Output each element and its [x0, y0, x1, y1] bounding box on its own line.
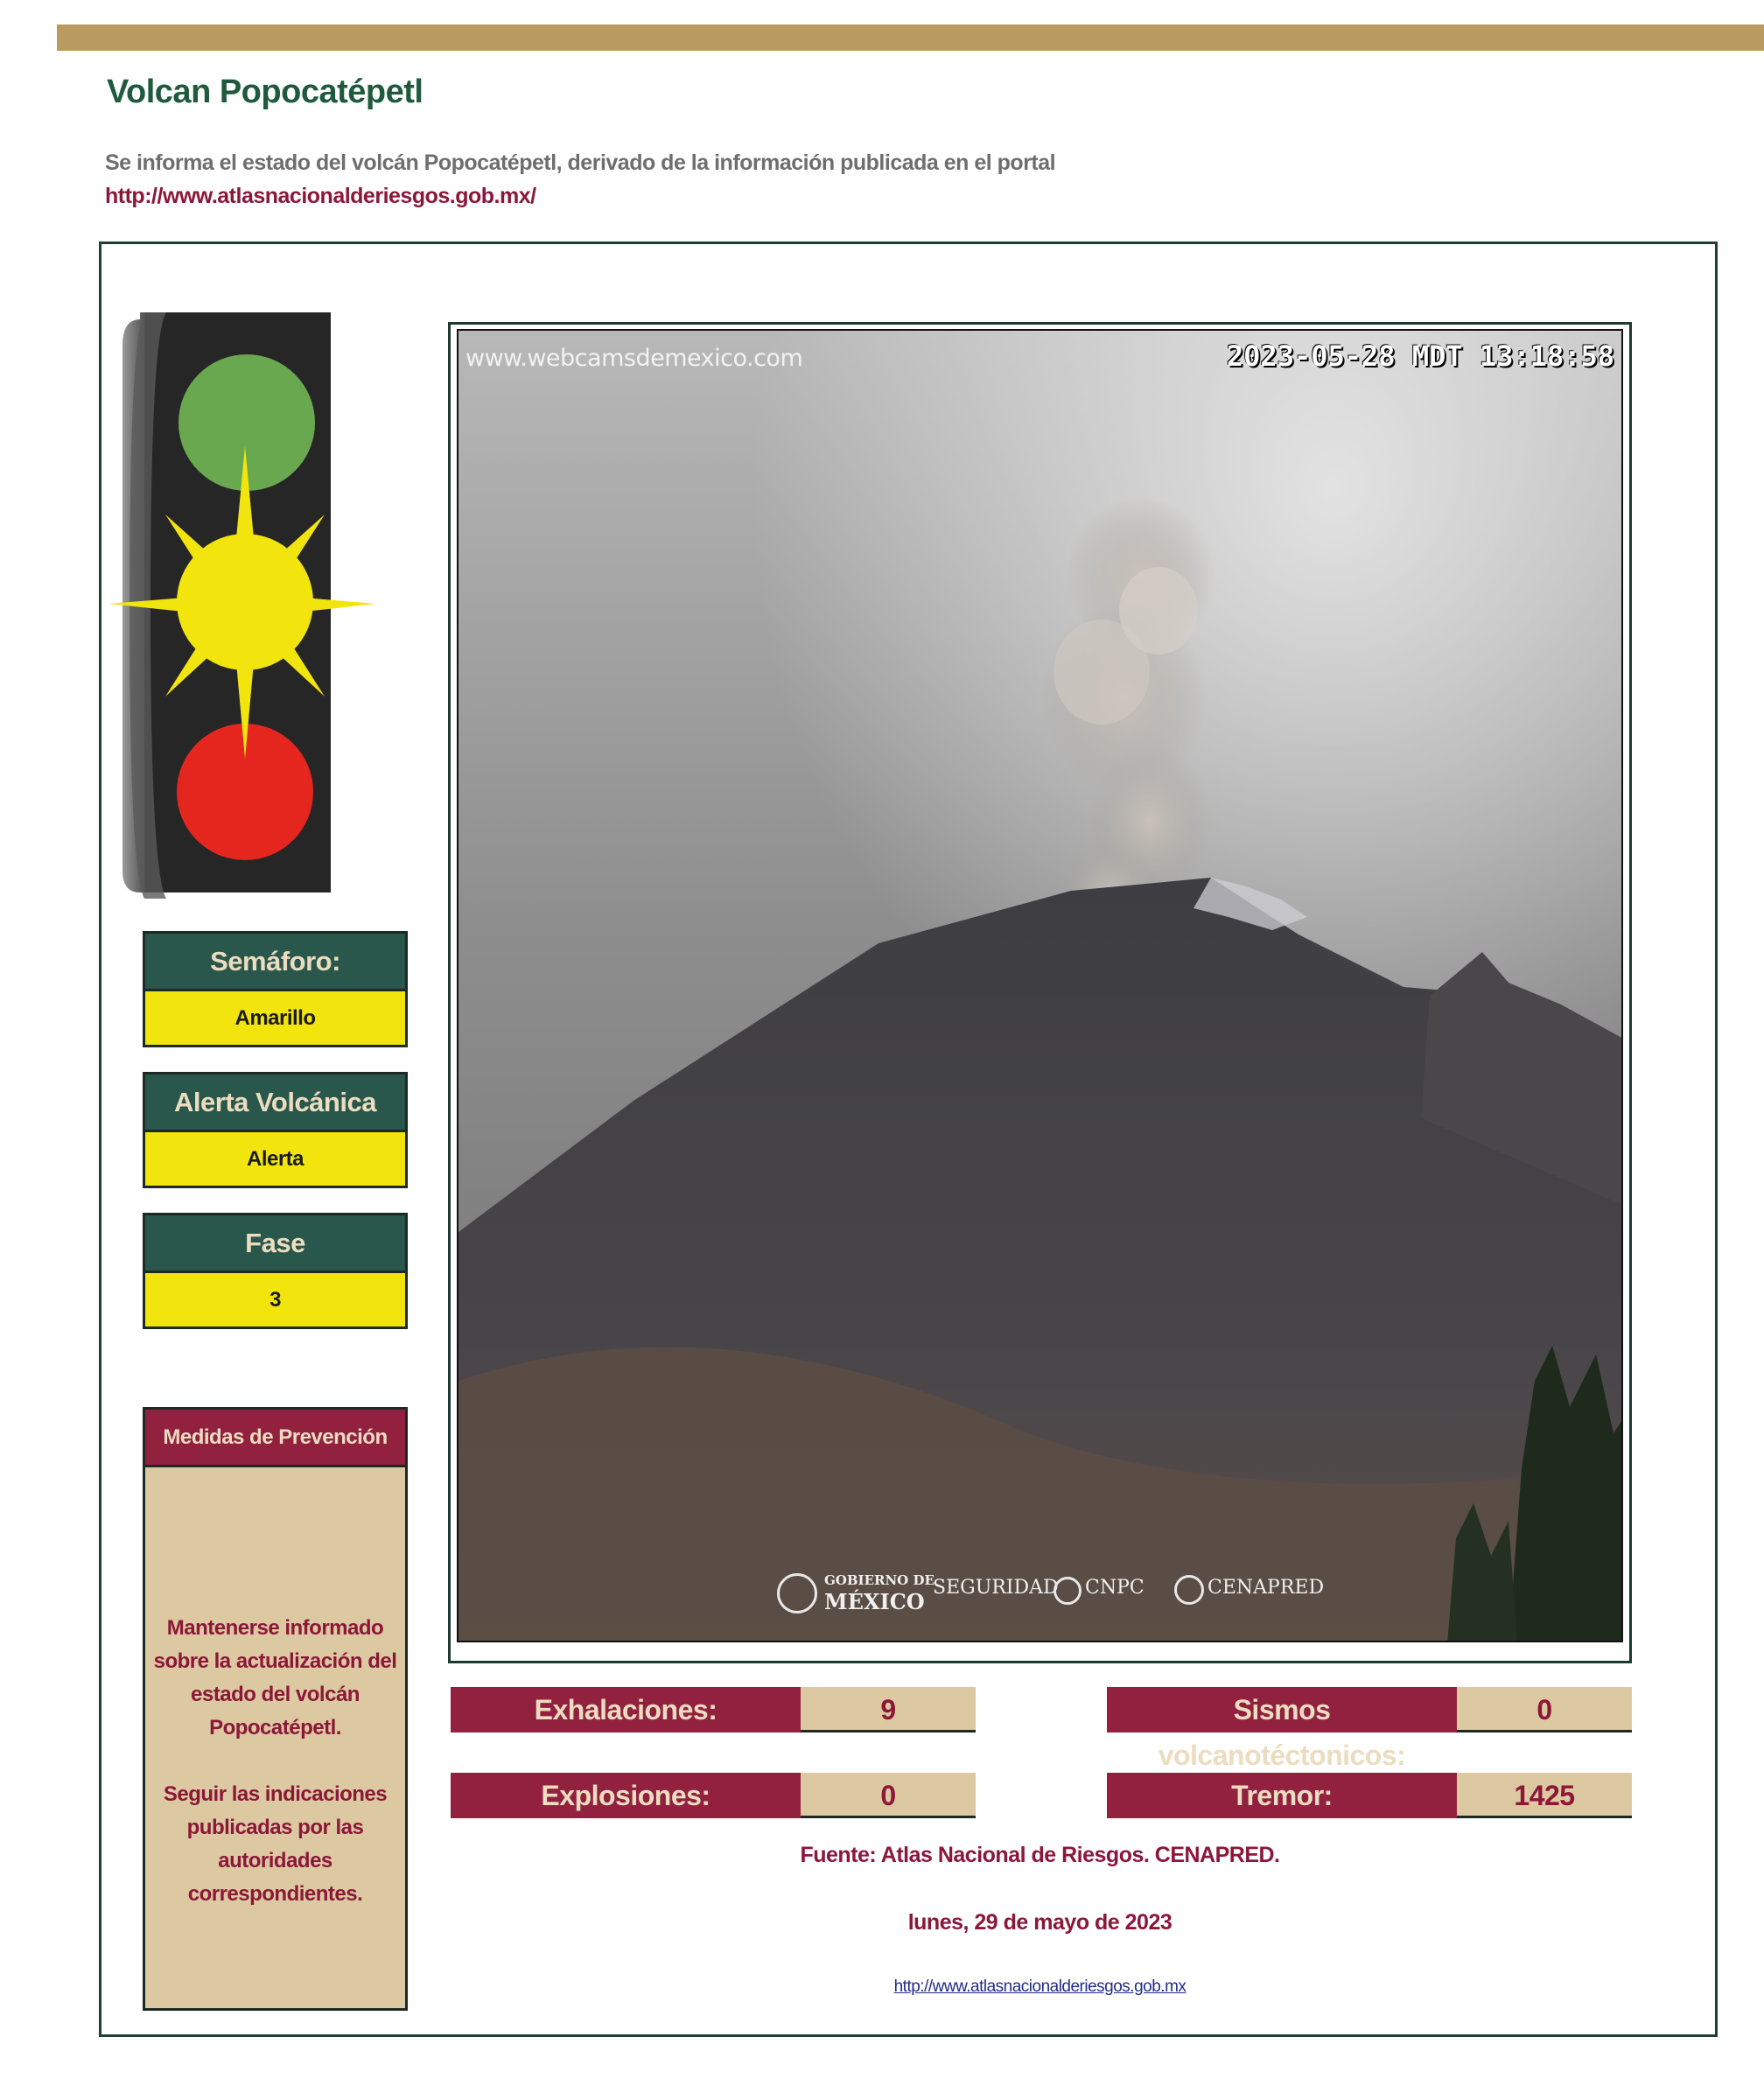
gobierno-logo-text-2: MÉXICO: [824, 1589, 925, 1614]
page-title: Volcan Popocatépetl: [107, 74, 424, 110]
cenapred-logo-text: CENAPRED: [1208, 1577, 1325, 1599]
cnpc-logo-text: CNPC: [1085, 1577, 1144, 1599]
seguridad-logo-text: SEGURIDAD: [933, 1577, 1059, 1599]
webcam-watermark: www.webcamsdemexico.com: [466, 345, 803, 372]
report-date: lunes, 29 de mayo de 2023: [907, 1910, 1172, 1935]
gobierno-logo-text-1: GOBIERNO DE: [824, 1572, 934, 1588]
tremor-value: 1425: [1457, 1773, 1632, 1818]
semaforo-value: Amarillo: [145, 991, 405, 1045]
footer-link[interactable]: http://www.atlasnacionalderiesgos.gob.mx: [893, 1978, 1186, 1996]
intro-text: Se informa el estado del volcán Popocatépetl, derivado de la información publicada en el portal: [105, 150, 1056, 175]
medidas-text-1: Mantenerse informado sobre la actualización del estado del volcán Popocatépetl.: [153, 1616, 397, 1740]
webcam-timestamp: 2023-05-28 MDT 13:18:58: [1226, 340, 1614, 373]
sismos-value: 0: [1457, 1687, 1632, 1732]
fase-label: Fase: [145, 1215, 405, 1273]
explosiones-label: Explosiones:: [451, 1773, 801, 1818]
fase-value: 3: [145, 1273, 405, 1326]
cnpc-logo-icon: [1054, 1577, 1082, 1605]
sismos-label: Sismos volcanotéctonicos:: [1107, 1687, 1457, 1732]
semaforo-box: [143, 931, 408, 1047]
medidas-title: Medidas de Prevención: [145, 1410, 405, 1467]
medidas-box: [143, 1407, 408, 2011]
gobierno-seal-icon: [777, 1573, 817, 1614]
source-text: Fuente: Atlas Nacional de Riesgos. CENAPRED.: [800, 1843, 1280, 1867]
webcam-image: [457, 329, 1623, 1642]
exhalaciones-value: 9: [801, 1687, 976, 1732]
portal-link[interactable]: http://www.atlasnacionalderiesgos.gob.mx/: [105, 184, 536, 208]
top-accent-bar: [57, 24, 1764, 51]
medidas-text-2: Seguir las indicaciones publicadas por las autoridades correspondientes.: [163, 1782, 388, 1906]
alerta-value: Alerta: [145, 1132, 405, 1186]
alerta-box: [143, 1072, 408, 1188]
semaforo-label: Semáforo:: [145, 934, 405, 991]
exhalaciones-label: Exhalaciones:: [451, 1687, 801, 1732]
explosiones-value: 0: [801, 1773, 976, 1818]
traffic-light-icon: [105, 311, 385, 901]
cenapred-logo-icon: [1174, 1575, 1204, 1605]
fase-box: [143, 1213, 408, 1329]
tremor-label: Tremor:: [1107, 1773, 1457, 1818]
alerta-label: Alerta Volcánica: [145, 1074, 405, 1132]
